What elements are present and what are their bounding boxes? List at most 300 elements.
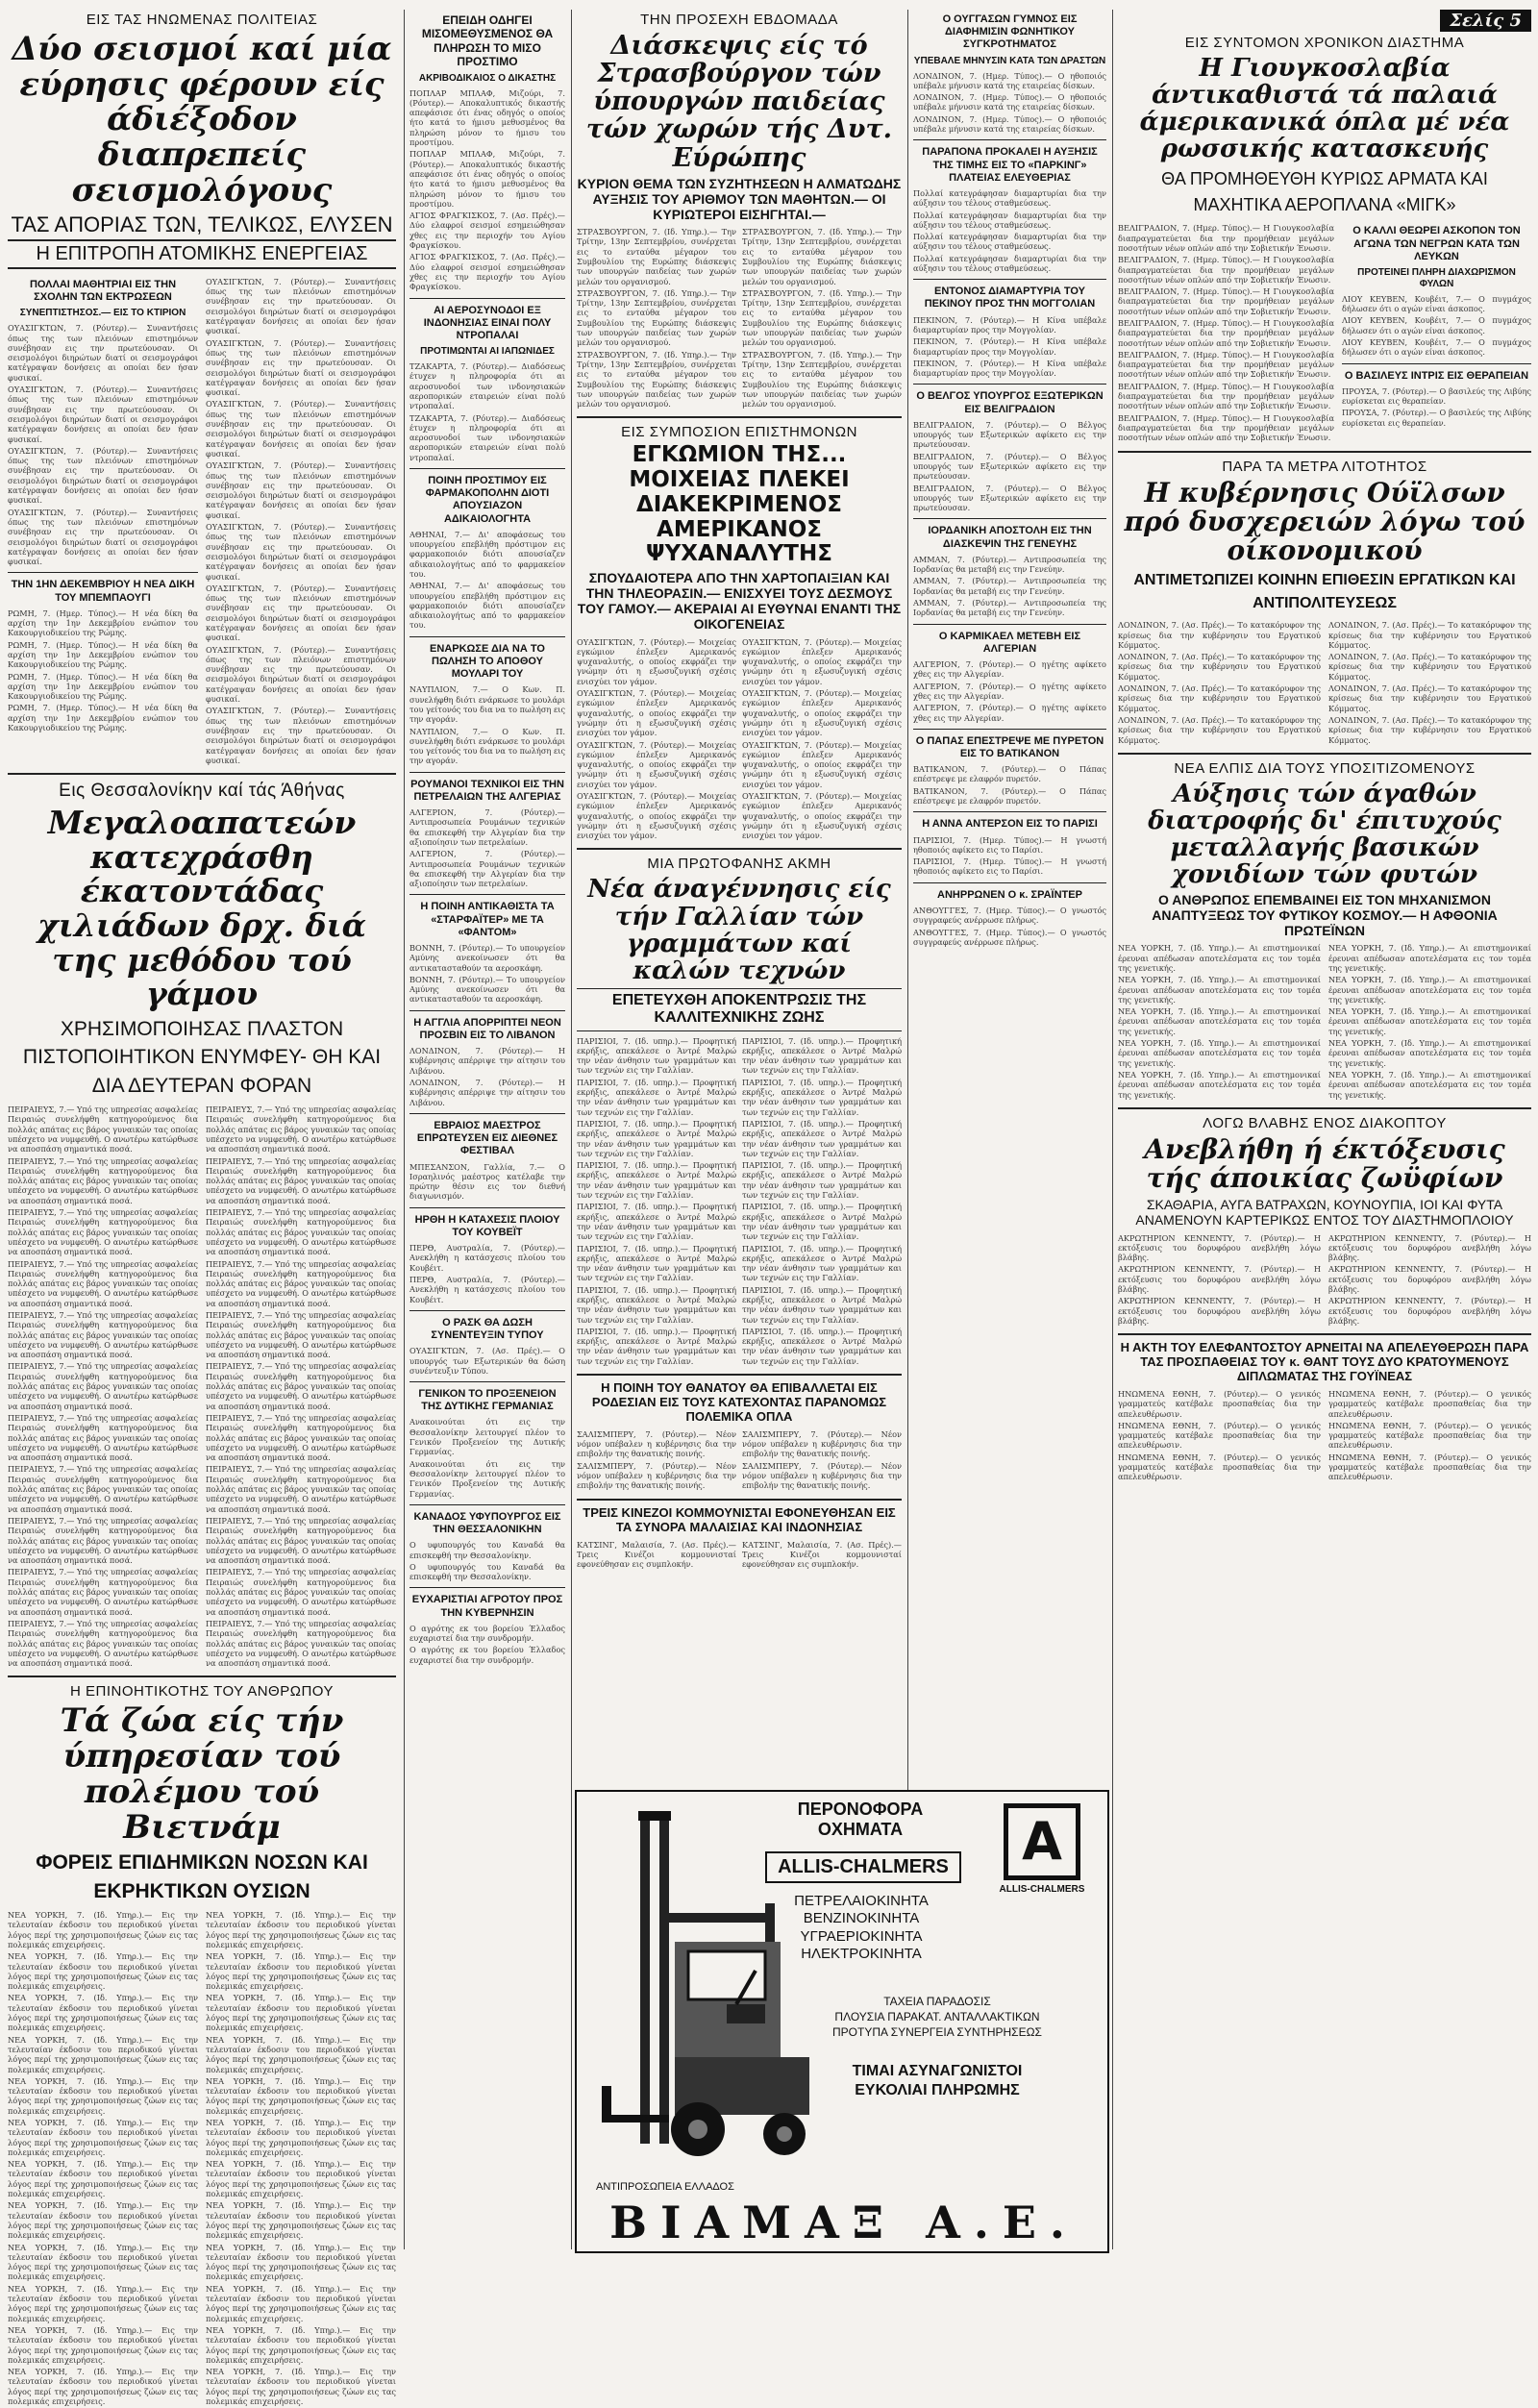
headline-strasbourg: Διάσκεψις είς τό Στρασβούργον τών ύπουργών παιδείας τών χωρών τής Δυτ. Εύρώπης (585, 31, 893, 173)
article-text: ΟΥΑΣΙΓΚΤΩΝ, 7. (Ρόυτερ).— Συναντήσεις όπως της των πλειόνων επιστημόνων συνέβησαν εις την πρωτεύουσαν. Οι σεισμολόγοι διηρώτων διατί οι σεισμογράφοι κατέγραψαν δονήσεις αι οποίαι δεν ήσαν φυσικαί. (206, 460, 396, 520)
small-subhead: ΠΡΟΤΙΜΩΝΤΑΙ ΑΙ ΙΑΠΩΝΙΔΕΣ (420, 346, 555, 358)
kicker: ΠΑΡΑ ΤΑ ΜΕΤΡΑ ΛΙΤΟΤΗΤΟΣ (1222, 458, 1427, 475)
article-text: ΟΥΑΣΙΓΚΤΩΝ, 7. (Ρόυτερ).— Συναντήσεις όπως της των πλειόνων επιστημόνων συνέβησαν εις την πρωτεύουσαν. Οι σεισμολόγοι διηρώτων διατί οι σεισμογράφοι κατέγραψαν δονήσεις αι οποίαι δεν ήσαν φυσικαί. (8, 323, 198, 383)
article-column (206, 275, 396, 767)
article-text: ΝΕΑ ΥΟΡΚΗ, 7. (Ιδ. Υπηρ.).— Εις την τελευταίαν έκδοσιν του περιοδικού γίνεται λόγος περί της χρησιμοποιήσεως ζώων εις τας πολεμικάς επιχειρήσεις. (206, 2117, 396, 2157)
article-column (742, 1034, 902, 1369)
small-headline: ΠΑΡΑΠΟΝΑ ΠΡΟΚΑΛΕΙ Η ΑΥΞΗΣΙΣ ΤΗΣ ΤΙΜΗΣ ΕΙΣ ΤΟ «ΠΑΡΚΙΝΓ» ΠΛΑΤΕΙΑΣ ΕΛΕΥΘΕΡΙΑΣ (922, 146, 1098, 184)
article-text: ΠΕΙΡΑΙΕΥΣ, 7.— Υπό της υπηρεσίας ασφαλείας Πειραιώς συνελήφθη κατηγορούμενος δια πολλάς απάτας εις βάρος γυναικών τας οποίας υπέσχετο να νυμφευθή. Ο ανωτέρω κατώρθωσε να αποσπάση σημαντικά ποσά. (8, 1464, 198, 1514)
article-text: ΑΛΓΕΡΙΟΝ, 7. (Ρόυτερ).— Ο ηγέτης αφίκετο χθες εις την Αλγερίαν. (913, 681, 1106, 701)
article-text: ΟΥΑΣΙΓΚΤΩΝ, 7. (Ρόυτερ).— Μοιχείας εγκώμιον έπλεξεν Αμερικανός ψυχαναλυτής, ο οποίος εκφράζει την γνώμην ότι η εξωσυζυγική σχέσις ενισχύει τον γάμον. (577, 688, 736, 738)
article-text: Πολλαί κατεγράφησαν διαμαρτυρίαι δια την αύξησιν του τέλους σταθμεύσεως. (913, 253, 1106, 273)
page-number-badge: Σελίς 5 (1440, 10, 1531, 32)
article-text: ΝΕΑ ΥΟΡΚΗ, 7. (Ιδ. Υπηρ.).— Εις την τελευταίαν έκδοσιν του περιοδικού γίνεται λόγος περί της χρησιμοποιήσεως ζώων εις τας πολεμικάς επιχειρήσεις. (8, 2159, 198, 2199)
article-text: Ο υφυπουργός του Καναδά θα επισκεφθή την Θεσσαλονίκην. (409, 1540, 565, 1560)
article-text: ΠΕΙΡΑΙΕΥΣ, 7.— Υπό της υπηρεσίας ασφαλείας Πειραιώς συνελήφθη κατηγορούμενος δια πολλάς απάτας εις βάρος γυναικών τας οποίας υπέσχετο να νυμφευθή. Ο ανωτέρω κατώρθωσε να αποσπάση σημαντικά ποσά. (8, 1412, 198, 1463)
small-headline: ΓΕΝΙΚΟΝ ΤΟ ΠΡΟΞΕΝΕΙΟΝ ΤΗΣ ΔΥΤΙΚΗΣ ΓΕΡΜΑΝΙΑΣ (418, 1388, 557, 1413)
article-text: ΝΕΑ ΥΟΡΚΗ, 7. (Ιδ. Υπηρ.).— Εις την τελευταίαν έκδοσιν του περιοδικού γίνεται λόγος περί της χρησιμοποιήσεως ζώων εις τας πολεμικάς επιχειρήσεις. (206, 2200, 396, 2241)
small-headline: ΠΟΛΛΑΙ ΜΑΘΗΤΡΙΑΙ ΕΙΣ ΤΗΝ ΣΧΟΛΗΝ ΤΩΝ ΕΚΤΡΩΣΕΩΝ (29, 278, 177, 304)
ad-type: ΗΛΕΚΤΡΟΚΙΝΗΤΑ (801, 1945, 922, 1962)
article-text: ΣΤΡΑΣΒΟΥΡΓΟΝ, 7. (Ιδ. Υπηρ.).— Την Τρίτην, 13ην Σεπτεμβρίου, συνέρχεται εις το ενταύθα μέγαρον του Συμβουλίου της Ευρώπης διάσκεψις των υπουργών παιδείας των χωρών μελών του οργανισμού. (577, 287, 736, 348)
column-rule (404, 10, 405, 2249)
article-text: ΡΩΜΗ, 7. (Ημερ. Τύπος).— Η νέα δίκη θα αρχίση την 1ην Δεκεμβρίου ενώπιον του Κακουργιοδικείου της Ρώμης. (8, 639, 198, 670)
column-2 (409, 10, 565, 1667)
article-text: ΝΕΑ ΥΟΡΚΗ, 7. (Ιδ. Υπηρ.).— Εις την τελευταίαν έκδοσιν του περιοδικού γίνεται λόγος περί της χρησιμοποιήσεως ζώων εις τας πολεμικάς επιχειρήσεις. (8, 2034, 198, 2074)
article-text: ΝΕΑ ΥΟΡΚΗ, 7. (Ιδ. Υπηρ.).— Αι επιστημονικαί έρευναι απέδωσαν αποτελέσματα εις τον τομέα της γενετικής. (1328, 943, 1531, 973)
article-column (1118, 221, 1334, 444)
article-text: ΛΟΝΔΙΝΟΝ, 7. (Ρόυτερ).— Η κυβέρνησις απέρριψε την αίτησιν του Λιβάνου. (409, 1046, 565, 1076)
allis-chalmers-logo (984, 1803, 1100, 1895)
article-text: ΒΕΛΙΓΡΑΔΙΟΝ, 7. (Ρόυτερ).— Ο Βέλγος υπουργός των Εξωτερικών αφίκετο εις την πρωτεύουσαν. (913, 451, 1106, 482)
subhead: Η ΑΚΤΗ ΤΟΥ ΕΛΕΦΑΝΤΟΣΤΟΥ ΑΡΝΕΙΤΑΙ ΝΑ ΑΠΕΛΕΥΘΕΡΩΣΗ ΠΑΡΑ ΤΑΣ ΠΡΟΣΠΑΘΕΙΑΣ ΤΟΥ κ. ΘΑΝΤ ΤΟΥΣ ΔΥΟ ΚΡΑΤΟΥΜΕΝΟΥΣ ΔΙΠΛΩΜΑΤΑΣ ΤΗΣ ΓΟΥΪΝΕΑΣ (1120, 1340, 1529, 1384)
article-text: ΒΟΝΝΗ, 7. (Ρόυτερ).— Το υπουργείον Αμύνης ανεκοίνωσεν ότι θα αντικατασταθούν τα αεροσκάφη. (409, 943, 565, 973)
article-text: ΗΝΩΜΕΝΑ ΕΘΝΗ, 7. (Ρόυτερ).— Ο γενικός γραμματεύς κατέβαλε προσπαθείας δια την απελευθέρωσιν. (1328, 1420, 1531, 1451)
article-text: ΒΟΝΝΗ, 7. (Ρόυτερ).— Το υπουργείον Αμύνης ανεκοίνωσεν ότι θα αντικατασταθούν τα αεροσκάφη. (409, 974, 565, 1005)
article-text: ΠΕΙΡΑΙΕΥΣ, 7.— Υπό της υπηρεσίας ασφαλείας Πειραιώς συνελήφθη κατηγορούμενος δια πολλάς απάτας εις βάρος γυναικών τας οποίας υπέσχετο να νυμφευθή. Ο ανωτέρω κατώρθωσε να αποσπάση σημαντικά ποσά. (206, 1464, 396, 1514)
two-column-block (1118, 1231, 1531, 1328)
article-text: ΝΕΑ ΥΟΡΚΗ, 7. (Ιδ. Υπηρ.).— Αι επιστημονικαί έρευναι απέδωσαν αποτελέσματα εις τον τομέα της γενετικής. (1118, 943, 1321, 973)
article-text: ΣΤΡΑΣΒΟΥΡΓΟΝ, 7. (Ιδ. Υπηρ.).— Την Τρίτην, 13ην Σεπτεμβρίου, συνέρχεται εις το ενταύθα μέγαρον του Συμβουλίου της Ευρώπης διάσκεψις των υπουργών παιδείας των χωρών μελών του οργανισμού. (577, 349, 736, 410)
two-column-block (1118, 941, 1531, 1101)
article-text: ΠΕΙΡΑΙΕΥΣ, 7.— Υπό της υπηρεσίας ασφαλείας Πειραιώς συνελήφθη κατηγορούμενος δια πολλάς απάτας εις βάρος γυναικών τας οποίας υπέσχετο να νυμφευθή. Ο ανωτέρω κατώρθωσε να αποσπάση σημαντικά ποσά. (8, 1258, 198, 1308)
article-text: ΣΑΛΙΣΜΠΕΡΥ, 7. (Ρόυτερ).— Νέον νόμον υπέβαλεν η κυβέρνησις δια την επιβολήν της θανατικής ποινής. (742, 1460, 902, 1491)
small-headline: ΕΠΕΙΔΗ ΟΔΗΓΕΙ ΜΙΣΟΜΕΘΥΣΜΕΝΟΣ ΘΑ ΠΛΗΡΩΣΗ ΤΟ ΜΙΣΟ ΠΡΟΣΤΙΜΟ (421, 13, 554, 69)
article-text: ΡΩΜΗ, 7. (Ημερ. Τύπος).— Η νέα δίκη θα αρχίση την 1ην Δεκεμβρίου ενώπιον του Κακουργιοδικείου της Ρώμης. (8, 671, 198, 702)
article-text: Ο αγρότης εκ του βορείου Έλλαδος ευχαριστεί δια την συνδρομήν. (409, 1623, 565, 1644)
article-text: ΠΕΡΘ, Αυστραλία, 7. (Ρόυτερ).— Ανεκλήθη η κατάσχεσις πλοίου του Κουβέιτ. (409, 1243, 565, 1273)
subhead: ΤΑΣ ΑΠΟΡΙΑΣ ΤΩΝ, ΤΕΛΙΚΩΣ, ΕΛΥΣΕΝ (11, 211, 393, 236)
article-text: ΠΕΙΡΑΙΕΥΣ, 7.— Υπό της υπηρεσίας ασφαλείας Πειραιώς συνελήφθη κατηγορούμενος δια πολλάς απάτας εις βάρος γυναικών τας οποίας υπέσχετο να νυμφευθή. Ο ανωτέρω κατώρθωσε να αποσπάση σημαντικά ποσά. (8, 1310, 198, 1360)
article-text: Ανακοινούται ότι εις την Θεσσαλονίκην λειτουργεί πλέον το Γενικόν Προξενείον της Δυτικής Γερμανίας. (409, 1417, 565, 1457)
small-headline: ΕΥΧΑΡΙΣΤΙΑΙ ΑΓΡΟΤΟΥ ΠΡΟΣ ΤΗΝ ΚΥΒΕΡΝΗΣΙΝ (411, 1594, 563, 1619)
article-text: ΗΝΩΜΕΝΑ ΕΘΝΗ, 7. (Ρόυτερ).— Ο γενικός γραμματεύς κατέβαλε προσπαθείας δια την απελευθέρωσιν. (1118, 1389, 1321, 1419)
article-text: ΛΟΝΔΙΝΟΝ, 7. (Ασ. Πρές).— Το κατακόρυφον της κρίσεως δια την κυβέρνησιν του Εργατικού Κόμματος. (1118, 620, 1321, 650)
article-text: ΠΑΡΙΣΙΟΙ, 7. (Ιδ. υπηρ.).— Προφητική εκρήξις, απεκάλεσε ο Άντρέ Μαλρώ την νέαν άνθησιν των γραμμάτων και των τεχνών εις την Γαλλίαν. (742, 1118, 902, 1158)
subhead: ΑΝΤΙΜΕΤΩΠΙΖΕΙ ΚΟΙΝΗΝ ΕΠΙΘΕΣΙΝ ΕΡΓΑΤΙΚΩΝ ΚΑΙ ΑΝΤΙΠΟΛΙΤΕΥΣΕΩΣ (1133, 572, 1516, 612)
article-text: ΠΡΟΥΣΑ, 7. (Ρόυτερ).— Ο βασιλεύς της Λιβύης ευρίσκεται εις θεραπείαν. (1342, 385, 1531, 407)
article-text: ΑΛΓΕΡΙΟΝ, 7. (Ρόυτερ).— Αντιπροσωπεία Ρουμάνων τεχνικών θα επισκεφθή την Αλγερίαν δια την αξιοποίησιν των πετρελαίων. (409, 849, 565, 889)
small-headline: Ο ΚΑΡΜΙΚΑΕΛ ΜΕΤΕΒΗ ΕΙΣ ΑΛΓΕΡΙΑΝ (938, 630, 1081, 655)
article-text: ΒΕΛΙΓΡΑΔΙΟΝ, 7. (Ημερ. Τύπος).— Η Γιουγκοσλαβία διαπραγματεύεται δια την προμήθειαν μεγάλων ποσοτήτων νέων οπλών από την Σοβιετικήν Ένωσιν. (1118, 255, 1334, 285)
article-text: ΠΕΙΡΑΙΕΥΣ, 7.— Υπό της υπηρεσίας ασφαλείας Πειραιώς συνελήφθη κατηγορούμενος δια πολλάς απάτας εις βάρος γυναικών τας οποίας υπέσχετο να νυμφευθή. Ο ανωτέρω κατώρθωσε να αποσπάση σημαντικά ποσά. (206, 1105, 396, 1154)
small-headline: ΑΙ ΑΕΡΟΣΥΝΟΔΟΙ ΕΞ ΙΝΔΟΝΗΣΙΑΣ ΕΙΝΑΙ ΠΟΛΥ ΝΤΡΟΠΑΛΑΙ (423, 304, 552, 341)
article-text: ΟΥΑΣΙΓΚΤΩΝ, 7. (Ασ. Πρές).— Ο υπουργός των Εξωτερικών θα δώση συνέντευξιν Τύπου. (409, 1346, 565, 1376)
subhead: ΣΚΑΘΑΡΙΑ, ΑΥΓΑ ΒΑΤΡΑΧΩΝ, ΚΟΥΝΟΥΠΙΑ, ΙΟΙ ΚΑΙ ΦΥΤΑ ΑΝΑΜΕΝΟΥΝ ΚΑΡΤΕΡΙΚΩΣ ΕΝΤΟΣ ΤΟΥ ΔΙΑΣΤΗΜΟΠΛΟΙΟΥ (1135, 1197, 1514, 1229)
article-text: ΝΕΑ ΥΟΡΚΗ, 7. (Ιδ. Υπηρ.).— Αι επιστημονικαί έρευναι απέδωσαν αποτελέσματα εις τον τομέα της γενετικής. (1328, 1069, 1531, 1100)
small-headline: Ο ΠΑΠΑΣ ΕΠΕΣΤΡΕΨΕ ΜΕ ΠΥΡΕΤΟΝ ΕΙΣ ΤΟ ΒΑΤΙΚΑΝΟΝ (915, 734, 1104, 759)
article-text: ΠΑΡΙΣΙΟΙ, 7. (Ιδ. υπηρ.).— Προφητική εκρήξις, απεκάλεσε ο Άντρέ Μαλρώ την νέαν άνθησιν των γραμμάτων και των τεχνών εις την Γαλλίαν. (577, 1160, 736, 1201)
article-text: ΟΥΑΣΙΓΚΤΩΝ, 7. (Ρόυτερ).— Μοιχείας εγκώμιον έπλεξεν Αμερικανός ψυχαναλυτής, ο οποίος εκφράζει την γνώμην ότι η εξωσυζυγική σχέσις ενισχύει τον γάμον. (577, 790, 736, 841)
ad-line: ΟΧΗΜΑΤΑ (817, 1819, 904, 1839)
article-text: ΠΕΚΙΝΟΝ, 7. (Ρόυτερ).— Η Κίνα υπέβαλε διαμαρτυρίαν προς την Μογγολίαν. (913, 314, 1106, 335)
article-text: ΝΕΑ ΥΟΡΚΗ, 7. (Ιδ. Υπηρ.).— Εις την τελευταίαν έκδοσιν του περιοδικού γίνεται λόγος περί της χρησιμοποιήσεως ζώων εις τας πολεμικάς επιχειρήσεις. (206, 2159, 396, 2199)
article-text: ΒΕΛΙΓΡΑΔΙΟΝ, 7. (Ημερ. Τύπος).— Η Γιουγκοσλαβία διαπραγματεύεται δια την προμήθειαν μεγάλων ποσοτήτων νέων οπλών από την Σοβιετικήν Ένωσιν. (1118, 381, 1334, 411)
article-text: ΟΥΑΣΙΓΚΤΩΝ, 7. (Ρόυτερ).— Συναντήσεις όπως της των πλειόνων επιστημόνων συνέβησαν εις την πρωτεύουσαν. Οι σεισμολόγοι διηρώτων διατί οι σεισμογράφοι κατέγραψαν δονήσεις αι οποίαι δεν ήσαν φυσικαί. (8, 507, 198, 567)
article-column (577, 1427, 736, 1493)
article-text: ΟΥΑΣΙΓΚΤΩΝ, 7. (Ρόυτερ).— Μοιχείας εγκώμιον έπλεξεν Αμερικανός ψυχαναλυτής, ο οποίος εκφράζει την γνώμην ότι η εξωσυζυγική σχέσις ενισχύει τον γάμον. (577, 636, 736, 686)
article-text: ΛΟΝΔΙΝΟΝ, 7. (Ημερ. Τύπος).— Ο ηθοποιός υπέβαλε μήνυσιν κατά της εταιρείας δίσκων. (913, 70, 1106, 90)
article-text: ΣΤΡΑΣΒΟΥΡΓΟΝ, 7. (Ιδ. Υπηρ.).— Την Τρίτην, 13ην Σεπτεμβρίου, συνέρχεται εις το ενταύθα μέγαρον του Συμβουλίου της Ευρώπης διάσκεψις των υπουργών παιδείας των χωρών μελών του οργανισμού. (742, 349, 902, 410)
article-text: ΛΙΟΥ ΚΕΥΒΕΝ, Κουβέιτ, 7.— Ο πυγμάχος δήλωσεν ότι ο αγών είναι άσκοπος. (1342, 337, 1531, 358)
article-text: ΛΟΝΔΙΝΟΝ, 7. (Ασ. Πρές).— Το κατακόρυφον της κρίσεως δια την κυβέρνησιν του Εργατικού Κόμματος. (1118, 652, 1321, 682)
article-text: Πολλαί κατεγράφησαν διαμαρτυρίαι δια την αύξησιν του τέλους σταθμεύσεως. (913, 210, 1106, 230)
ad-representative: ΑΝΤΙΠΡΟΣΩΠΕΙΑ ΕΛΛΑΔΟΣ (596, 2181, 734, 2193)
article-text: ΝΕΑ ΥΟΡΚΗ, 7. (Ιδ. Υπηρ.).— Εις την τελευταίαν έκδοσιν του περιοδικού γίνεται λόγος περί της χρησιμοποιήσεως ζώων εις τας πολεμικάς επιχειρήσεις. (8, 2242, 198, 2282)
article-text: ΟΥΑΣΙΓΚΤΩΝ, 7. (Ρόυτερ).— Μοιχείας εγκώμιον έπλεξεν Αμερικανός ψυχαναλυτής, ο οποίος εκφράζει την γνώμην ότι η εξωσυζυγική σχέσις ενισχύει τον γάμον. (742, 790, 902, 841)
two-column-block (577, 225, 902, 410)
article-column (1118, 1387, 1321, 1484)
ad-company: ΒΙΑΜΑΞ Α.Ε. (609, 2197, 1079, 2248)
headline-animals: Τά ζώα είς τήν ύπηρεσίαν τού πολέμου τού Βιετνάμ (60, 1701, 344, 1847)
small-headline: Ο ΟΥΓΓΑΣΩΝ ΓΥΜΝΟΣ ΕΙΣ ΔΙΑΦΗΜΙΣΙΝ ΦΩΝΗΤΙΚΟΥ ΣΥΓΚΡΟΤΗΜΑΤΟΣ (942, 13, 1078, 51)
ad-info (769, 1994, 1105, 2041)
kicker: ΝΕΑ ΕΛΠΙΣ ΔΙΑ ΤΟΥΣ ΥΠΟΣΙΤΙΖΟΜΕΝΟΥΣ (1174, 759, 1476, 777)
article-text: ΟΥΑΣΙΓΚΤΩΝ, 7. (Ρόυτερ).— Μοιχείας εγκώμιον έπλεξεν Αμερικανός ψυχαναλυτής, ο οποίος εκφράζει την γνώμην ότι η εξωσυζυγική σχέσις ενισχύει τον γάμον. (742, 739, 902, 789)
ad-brand-box: ALLIS-CHALMERS (765, 1851, 961, 1883)
article-column (8, 1103, 198, 1670)
article-text: ΝΕΑ ΥΟΡΚΗ, 7. (Ιδ. Υπηρ.).— Εις την τελευταίαν έκδοσιν του περιοδικού γίνεται λόγος περί της χρησιμοποιήσεως ζώων εις τας πολεμικάς επιχειρήσεις. (8, 2117, 198, 2157)
article-text: ΒΕΛΙΓΡΑΔΙΟΝ, 7. (Ρόυτερ).— Ο Βέλγος υπουργός των Εξωτερικών αφίκετο εις την πρωτεύουσαν. (913, 483, 1106, 513)
article-text: ΣΑΛΙΣΜΠΕΡΥ, 7. (Ρόυτερ).— Νέον νόμον υπέβαλεν η κυβέρνησις δια την επιβολήν της θανατικής ποινής. (577, 1460, 736, 1491)
article-text: ΝΕΑ ΥΟΡΚΗ, 7. (Ιδ. Υπηρ.).— Εις την τελευταίαν έκδοσιν του περιοδικού γίνεται λόγος περί της χρησιμοποιήσεως ζώων εις τας πολεμικάς επιχειρήσεις. (206, 1910, 396, 1949)
article-text: ΛΟΝΔΙΝΟΝ, 7. (Ημερ. Τύπος).— Ο ηθοποιός υπέβαλε μήνυσιν κατά της εταιρείας δίσκων. (913, 113, 1106, 135)
column-5 (1118, 10, 1531, 1484)
article-text: ΟΥΑΣΙΓΚΤΩΝ, 7. (Ρόυτερ).— Συναντήσεις όπως της των πλειόνων επιστημόνων συνέβησαν εις την πρωτεύουσαν. Οι σεισμολόγοι διηρώτων διατί οι σεισμογράφοι κατέγραψαν δονήσεις αι οποίαι δεν ήσαν φυσικαί. (206, 399, 396, 459)
headline-france: Νέα άναγέννησις είς τήν Γαλλίαν τών γραμμάτων καί καλών τεχνών (587, 875, 891, 985)
article-text: ΚΑΤΣΙΝΓ, Μαλαισία, 7. (Ασ. Πρές).— Τρεις Κινέζοι κομμουνισταί εφονεύθησαν εις συμπλοκήν. (577, 1539, 736, 1570)
article-column (577, 1538, 736, 1572)
small-headline: ΡΟΥΜΑΝΟΙ ΤΕΧΝΙΚΟΙ ΕΙΣ ΤΗΝ ΠΕΤΡΕΛΑΙΩΝ ΤΗΣ ΑΛΓΕΡΙΑΣ (410, 778, 564, 803)
article-column (206, 1103, 396, 1670)
article-text: ΠΑΡΙΣΙΟΙ, 7. (Ιδ. υπηρ.).— Προφητική εκρήξις, απεκάλεσε ο Άντρέ Μαλρώ την νέαν άνθησιν των γραμμάτων και των τεχνών εις την Γαλλίαν. (577, 1202, 736, 1242)
two-column-block (8, 275, 396, 767)
article-text: ΒΕΛΙΓΡΑΔΙΟΝ, 7. (Ρόυτερ).— Ο Βέλγος υπουργός των Εξωτερικών αφίκετο εις την πρωτεύουσαν. (913, 419, 1106, 450)
article-text: ΝΕΑ ΥΟΡΚΗ, 7. (Ιδ. Υπηρ.).— Αι επιστημονικαί έρευναι απέδωσαν αποτελέσματα εις τον τομέα της γενετικής. (1118, 1006, 1321, 1036)
kicker: Εις Θεσσαλονίκην καί τάς Άθήνας (59, 781, 345, 802)
article-text: ΠΟΠΛΑΡ ΜΠΛΑΦ, Μιζούρι, 7. (Ρόυτερ).— Αποκαλυπτικός δικαστής απεφάσισε ότι ένας οδηγός ο οποίος ήτο κατά το ήμισυ μεθυσμένος θα πληρώση μόνον το ήμισυ του προστίμου. (409, 149, 565, 209)
article-text: ΛΟΝΔΙΝΟΝ, 7. (Ασ. Πρές).— Το κατακόρυφον της κρίσεως δια την κυβέρνησιν του Εργατικού Κόμματος. (1328, 652, 1531, 682)
article-text: ΠΑΡΙΣΙΟΙ, 7. (Ιδ. υπηρ.).— Προφητική εκρήξις, απεκάλεσε ο Άντρέ Μαλρώ την νέαν άνθησιν των γραμμάτων και των τεχνών εις την Γαλλίαν. (742, 1035, 902, 1076)
article-text: ΤΖΑΚΑΡΤΑ, 7. (Ρόυτερ).— Διαδόσεως έτυχεν η πληροφορία ότι αι αεροσυνοδοί των ινδονησιακών αεροπορικών εταιρειών είναι πολύ ντροπαλαί. (409, 412, 565, 462)
headline-insects: Ανεβλήθη ή έκτόξευσις τής άποικίας ζωϋφίων (1144, 1132, 1505, 1195)
article-text: ΠΕΚΙΝΟΝ, 7. (Ρόυτερ).— Η Κίνα υπέβαλε διαμαρτυρίαν προς την Μογγολίαν. (913, 358, 1106, 379)
headline-food: Αύξησις τών άγαθών διατροφής δι' έπιτυχούς μεταλλαγής βασικών χονιδίων τών φυτών (1148, 779, 1501, 890)
article-text: ΑΘΗΝΑΙ, 7.— Δι' αποφάσεως του υπουργείου επεβλήθη πρόστιμον εις φαρμακοποιόν διότι απουσίαζεν αδικαιολογήτως από το φαρμακείον του. (409, 581, 565, 631)
article-column (742, 225, 902, 410)
article-text: ΝΕΑ ΥΟΡΚΗ, 7. (Ιδ. Υπηρ.).— Αι επιστημονικαί έρευναι απέδωσαν αποτελέσματα εις τον τομέα της γενετικής. (1328, 1006, 1531, 1036)
article-column (1328, 1231, 1531, 1328)
article-text: ΠΑΡΙΣΙΟΙ, 7. (Ιδ. υπηρ.).— Προφητική εκρήξις, απεκάλεσε ο Άντρέ Μαλρώ την νέαν άνθησιν των γραμμάτων και των τεχνών εις την Γαλλίαν. (742, 1284, 902, 1325)
headline-fraud: Μεγαλοαπατεών κατεχράσθη έκατοντάδας χιλιάδων δρχ. διά της μεθόδου τού γάμου (37, 804, 366, 1013)
ad-info-line: ΠΡΟΤΥΠΑ ΣΥΝΕΡΓΕΙΑ ΣΥΝΤΗΡΗΣΕΩΣ (832, 2024, 1042, 2039)
two-column-block (577, 1538, 902, 1572)
article-text: ΝΕΑ ΥΟΡΚΗ, 7. (Ιδ. Υπηρ.).— Εις την τελευταίαν έκδοσιν του περιοδικού γίνεται λόγος περί της χρησιμοποιήσεως ζώων εις τας πολεμικάς επιχειρήσεις. (206, 2242, 396, 2282)
article-text: ΚΑΤΣΙΝΓ, Μαλαισία, 7. (Ασ. Πρές).— Τρεις Κινέζοι κομμουνισταί εφονεύθησαν εις συμπλοκήν. (742, 1539, 902, 1570)
small-subhead: ΥΠΕΒΑΛΕ ΜΗΝΥΣΙΝ ΚΑΤΑ ΤΩΝ ΔΡΑΣΤΩΝ (913, 55, 1106, 66)
headline-earthquakes: Δύο σεισμοί καί μία εύρησις φέρουν είς άδιέξοδον διαπρεπείς σεισμολόγους (12, 30, 392, 210)
article-text: ΠΑΡΙΣΙΟΙ, 7. (Ιδ. υπηρ.).— Προφητική εκρήξις, απεκάλεσε ο Άντρέ Μαλρώ την νέαν άνθησιν των γραμμάτων και των τεχνών εις την Γαλλίαν. (577, 1326, 736, 1366)
article-text: ΠΕΙΡΑΙΕΥΣ, 7.— Υπό της υπηρεσίας ασφαλείας Πειραιώς συνελήφθη κατηγορούμενος δια πολλάς απάτας εις βάρος γυναικών τας οποίας υπέσχετο να νυμφευθή. Ο ανωτέρω κατώρθωσε να αποσπάση σημαντικά ποσά. (206, 1155, 396, 1205)
article-column (742, 1427, 902, 1493)
article-column (577, 635, 736, 843)
article-text: ΠΕΙΡΑΙΕΥΣ, 7.— Υπό της υπηρεσίας ασφαλείας Πειραιώς συνελήφθη κατηγορούμενος δια πολλάς απάτας εις βάρος γυναικών τας οποίας υπέσχετο να νυμφευθή. Ο ανωτέρω κατώρθωσε να αποσπάση σημαντικά ποσά. (206, 1207, 396, 1257)
article-text: ΟΥΑΣΙΓΚΤΩΝ, 7. (Ρόυτερ).— Συναντήσεις όπως της των πλειόνων επιστημόνων συνέβησαν εις την πρωτεύουσαν. Οι σεισμολόγοι διηρώτων διατί οι σεισμογράφοι κατέγραψαν δονήσεις αι οποίαι δεν ήσαν φυσικαί. (8, 445, 198, 506)
ad-line: ΠΕΡΟΝΟΦΟΡΑ (797, 1800, 924, 1819)
article-column (742, 1538, 902, 1572)
subhead: Η ΠΟΙΝΗ ΤΟΥ ΘΑΝΑΤΟΥ ΘΑ ΕΠΙΒΑΛΛΕΤΑΙ ΕΙΣ ΡΟΔΕΣΙΑΝ ΕΙΣ ΤΟΥΣ ΚΑΤΕΧΟΝΤΑΣ ΠΑΡΑΝΟΜΩΣ ΠΟΛΕΜΙΚΑ ΟΠΛΑ (591, 1380, 887, 1424)
article-text: ΝΕΑ ΥΟΡΚΗ, 7. (Ιδ. Υπηρ.).— Εις την τελευταίαν έκδοσιν του περιοδικού γίνεται λόγος περί της χρησιμοποιήσεως ζώων εις τας πολεμικάς επιχειρήσεις. (8, 2200, 198, 2241)
small-headline: Ο ΒΑΣΙΛΕΥΣ ΙΝΤΡΙΣ ΕΙΣ ΘΕΡΑΠΕΙΑΝ (1344, 369, 1529, 382)
small-headline: ΤΗΝ 1ΗΝ ΔΕΚΕΜΒΡΙΟΥ Η ΝΕΑ ΔΙΚΗ ΤΟΥ ΜΠΕΜΠΑΟΥΓΙ (11, 579, 195, 604)
article-text: ΟΥΑΣΙΓΚΤΩΝ, 7. (Ρόυτερ).— Συναντήσεις όπως της των πλειόνων επιστημόνων συνέβησαν εις την πρωτεύουσαν. Οι σεισμολόγοι διηρώτων διατί οι σεισμογράφοι κατέγραψαν δονήσεις αι οποίαι δεν ήσαν φυσικαί. (206, 337, 396, 398)
article-text: ΟΥΑΣΙΓΚΤΩΝ, 7. (Ρόυτερ).— Μοιχείας εγκώμιον έπλεξεν Αμερικανός ψυχαναλυτής, ο οποίος εκφράζει την γνώμην ότι η εξωσυζυγική σχέσις ενισχύει τον γάμον. (742, 636, 902, 686)
article-text: ΝΕΑ ΥΟΡΚΗ, 7. (Ιδ. Υπηρ.).— Εις την τελευταίαν έκδοσιν του περιοδικού γίνεται λόγος περί της χρησιμοποιήσεως ζώων εις τας πολεμικάς επιχειρήσεις. (206, 1951, 396, 1992)
two-column-block (8, 1103, 396, 1670)
article-text: ΟΥΑΣΙΓΚΤΩΝ, 7. (Ρόυτερ).— Συναντήσεις όπως της των πλειόνων επιστημόνων συνέβησαν εις την πρωτεύουσαν. Οι σεισμολόγοι διηρώτων διατί οι σεισμογράφοι κατέγραψαν δονήσεις αι οποίαι δεν ήσαν φυσικαί. (206, 644, 396, 705)
article-text: ΠΑΡΙΣΙΟΙ, 7. (Ιδ. υπηρ.).— Προφητική εκρήξις, απεκάλεσε ο Άντρέ Μαλρώ την νέαν άνθησιν των γραμμάτων και των τεχνών εις την Γαλλίαν. (577, 1243, 736, 1283)
advertisement-box (575, 1790, 1109, 2253)
article-text: ΠΕΙΡΑΙΕΥΣ, 7.— Υπό της υπηρεσίας ασφαλείας Πειραιώς συνελήφθη κατηγορούμενος δια πολλάς απάτας εις βάρος γυναικών τας οποίας υπέσχετο να νυμφευθή. Ο ανωτέρω κατώρθωσε να αποσπάση σημαντικά ποσά. (8, 1567, 198, 1617)
ad-price-line: ΤΙΜΑΙ ΑΣΥΝΑΓΩΝΙΣΤΟΙ (852, 2063, 1023, 2079)
article-text: ΛΟΝΔΙΝΟΝ, 7. (Ασ. Πρές).— Το κατακόρυφον της κρίσεως δια την κυβέρνησιν του Εργατικού Κόμματος. (1118, 683, 1321, 713)
kicker: ΜΙΑ ΠΡΩΤΟΦΑΝΗΣ ΑΚΜΗ (647, 856, 831, 873)
small-headline: ΠΟΙΝΗ ΠΡΟΣΤΙΜΟΥ ΕΙΣ ΦΑΡΜΑΚΟΠΟΛΗΝ ΔΙΟΤΙ ΑΠΟΥΣΙΑΖΟΝ ΑΔΙΚΑΙΟΛΟΓΗΤΑ (425, 475, 550, 525)
ad-info-line: ΠΛΟΥΣΙΑ ΠΑΡΑΚΑΤ. ΑΝΤΑΛΛΑΚΤΙΚΩΝ (834, 2009, 1040, 2023)
ad-prices (769, 2061, 1105, 2102)
article-text: ΠΕΙΡΑΙΕΥΣ, 7.— Υπό της υπηρεσίας ασφαλείας Πειραιώς συνελήφθη κατηγορούμενος δια πολλάς απάτας εις βάρος γυναικών τας οποίας υπέσχετο να νυμφευθή. Ο ανωτέρω κατώρθωσε να αποσπάση σημαντικά ποσά. (206, 1258, 396, 1308)
article-text: ΝΕΑ ΥΟΡΚΗ, 7. (Ιδ. Υπηρ.).— Αι επιστημονικαί έρευναι απέδωσαν αποτελέσματα εις τον τομέα της γενετικής. (1118, 1069, 1321, 1100)
two-column-block (1118, 221, 1531, 444)
subhead: ΣΠΟΥΔΑΙΟΤΕΡΑ ΑΠΟ ΤΗΝ ΧΑΡΤΟΠΑΙΞΙΑΝ ΚΑΙ ΤΗΝ ΤΗΛΕΟΡΑΣΙΝ.— ΕΝΙΣΧΥΕΙ ΤΟΥΣ ΔΕΣΜΟΥΣ ΤΟΥ ΓΑΜΟΥ.— ΑΚΕΡΑΙΑΙ ΑΙ ΕΥΘΥΝΑΙ ΕΝΑΝΤΙ ΤΗΣ ΟΙΚΟΓΕΝΕΙΑΣ (577, 570, 902, 633)
article-text: ΡΩΜΗ, 7. (Ημερ. Τύπος).— Η νέα δίκη θα αρχίση την 1ην Δεκεμβρίου ενώπιον του Κακουργιοδικείου της Ρώμης. (8, 703, 198, 733)
small-headline: ΕΝΤΟΝΟΣ ΔΙΑΜΑΡΤΥΡΙΑ ΤΟΥ ΠΕΚΙΝΟΥ ΠΡΟΣ ΤΗΝ ΜΟΓΓΟΛΙΑΝ (924, 285, 1096, 310)
article-text: ΗΝΩΜΕΝΑ ΕΘΝΗ, 7. (Ρόυτερ).— Ο γενικός γραμματεύς κατέβαλε προσπαθείας δια την απελευθέρωσιν. (1328, 1389, 1531, 1419)
article-text: ΝΕΑ ΥΟΡΚΗ, 7. (Ιδ. Υπηρ.).— Αι επιστημονικαί έρευναι απέδωσαν αποτελέσματα εις τον τομέα της γενετικής. (1118, 1038, 1321, 1068)
article-text: Πολλαί κατεγράφησαν διαμαρτυρίαι δια την αύξησιν του τέλους σταθμεύσεως. (913, 187, 1106, 209)
article-text: ΝΑΥΠΛΙΟΝ, 7.— Ο Κων. Π. συνελήφθη διότι ενάρκωσε το μουλάρι του γείτονός του δια να το πωλήση εις την αγοράν. (409, 726, 565, 766)
masthead-row (1118, 10, 1531, 33)
article-text: ΠΑΡΙΣΙΟΙ, 7. (Ιδ. υπηρ.).— Προφητική εκρήξις, απεκάλεσε ο Άντρέ Μαλρώ την νέαν άνθησιν των γραμμάτων και των τεχνών εις την Γαλλίαν. (742, 1077, 902, 1117)
subhead: ΧΡΗΣΙΜΟΠΟΙΗΣΑΣ ΠΛΑΣΤΟΝ ΠΙΣΤΟΠΟΙΗΤΙΚΟΝ ΕΝΥΜΦΕΥ- ΘΗ ΚΑΙ ΔΙΑ ΔΕΥΤΕΡΑΝ ΦΟΡΑΝ (22, 1017, 382, 1097)
article-text: Ο αγρότης εκ του βορείου Έλλαδος ευχαριστεί δια την συνδρομήν. (409, 1645, 565, 1665)
subhead: Ο ΑΝΘΡΩΠΟΣ ΕΠΕΜΒΑΙΝΕΙ ΕΙΣ ΤΟΝ ΜΗΧΑΝΙΣΜΟΝ ΑΝΑΠΤΥΞΕΩΣ ΤΟΥ ΦΥΤΙΚΟΥ ΚΟΣΜΟΥ.— Η ΑΦΘΟΝΙΑ ΠΡΩΤΕΪΝΩΝ (1152, 892, 1498, 939)
article-text: ΛΟΝΔΙΝΟΝ, 7. (Ασ. Πρές).— Το κατακόρυφον της κρίσεως δια την κυβέρνησιν του Εργατικού Κόμματος. (1118, 714, 1321, 745)
article-text: ΠΑΡΙΣΙΟΙ, 7. (Ιδ. υπηρ.).— Προφητική εκρήξις, απεκάλεσε ο Άντρέ Μαλρώ την νέαν άνθησιν των γραμμάτων και των τεχνών εις την Γαλλίαν. (577, 1077, 736, 1117)
logo-label: ALLIS-CHALMERS (999, 1884, 1085, 1895)
article-text: ΠΑΡΙΣΙΟΙ, 7. (Ημερ. Τύπος).— Η γνωστή ηθοποιός αφίκετο εις το Παρίσι. (913, 834, 1106, 855)
article-text: ΝΕΑ ΥΟΡΚΗ, 7. (Ιδ. Υπηρ.).— Εις την τελευταίαν έκδοσιν του περιοδικού γίνεται λόγος περί της χρησιμοποιήσεως ζώων εις τας πολεμικάς επιχειρήσεις. (8, 2075, 198, 2116)
kicker: ΕΙΣ ΤΑΣ ΗΝΩΜΕΝΑΣ ΠΟΛΙΤΕΙΑΣ (86, 12, 318, 28)
article-column (1328, 1387, 1531, 1484)
article-text: ΠΑΡΙΣΙΟΙ, 7. (Ιδ. υπηρ.).— Προφητική εκρήξις, απεκάλεσε ο Άντρέ Μαλρώ την νέαν άνθησιν των γραμμάτων και των τεχνών εις την Γαλλίαν. (742, 1202, 902, 1242)
subhead: Η ΕΠΙΤΡΟΠΗ ΑΤΟΜΙΚΗΣ ΕΝΕΡΓΕΙΑΣ (8, 239, 396, 269)
logo-letter: A (1004, 1803, 1080, 1880)
article-column (8, 275, 198, 767)
article-text: ΝΕΑ ΥΟΡΚΗ, 7. (Ιδ. Υπηρ.).— Εις την τελευταίαν έκδοσιν του περιοδικού γίνεται λόγος περί της χρησιμοποιήσεως ζώων εις τας πολεμικάς επιχειρήσεις. (206, 2283, 396, 2323)
article-text: ΣΤΡΑΣΒΟΥΡΓΟΝ, 7. (Ιδ. Υπηρ.).— Την Τρίτην, 13ην Σεπτεμβρίου, συνέρχεται εις το ενταύθα μέγαρον του Συμβουλίου της Ευρώπης διάσκεψις των υπουργών παιδείας των χωρών μελών του οργανισμού. (742, 227, 902, 286)
ad-type: ΠΕΤΡΕΛΑΙΟΚΙΝΗΤΑ (794, 1893, 929, 1909)
small-headline: Η ΠΟΙΝΗ ΑΝΤΙΚΑΘΙΣΤΑ ΤΑ «ΣΤΑΡΦΑΪΤΕΡ» ΜΕ ΤΑ «ΦΑΝΤΟΜ» (420, 901, 555, 938)
article-column (1342, 221, 1531, 444)
article-text: ΑΚΡΩΤΗΡΙΟΝ ΚΕΝΝΕΝΤΥ, 7. (Ρόυτερ).— Η εκτόξευσις του δορυφόρου ανεβλήθη λόγω βλάβης. (1328, 1232, 1531, 1263)
article-text: ΝΕΑ ΥΟΡΚΗ, 7. (Ιδ. Υπηρ.).— Αι επιστημονικαί έρευναι απέδωσαν αποτελέσματα εις τον τομέα της γενετικής. (1328, 975, 1531, 1005)
article-column (1328, 618, 1531, 747)
article-text: ΝΕΑ ΥΟΡΚΗ, 7. (Ιδ. Υπηρ.).— Εις την τελευταίαν έκδοσιν του περιοδικού γίνεται λόγος περί της χρησιμοποιήσεως ζώων εις τας πολεμικάς επιχειρήσεις. (8, 2324, 198, 2365)
article-text: ΑΝΘΟΥΓΓΕΣ, 7. (Ημερ. Τύπος).— Ο γνωστός συγγραφεύς ανέρρωσε πλήρως. (913, 905, 1106, 926)
article-text: ΜΠΕΣΑΝΣΟΝ, Γαλλία, 7.— Ο Ισραηλινός μαέστρος κατέλαβε την πρώτην θέσιν εις τον διεθνή διαγωνισμόν. (409, 1161, 565, 1202)
article-text: ΒΑΤΙΚΑΝΟΝ, 7. (Ρόυτερ).— Ο Πάπας επέστρεψε με ελαφρόν πυρετόν. (913, 785, 1106, 807)
article-text: ΛΙΟΥ ΚΕΥΒΕΝ, Κουβέιτ, 7.— Ο πυγμάχος δήλωσεν ότι ο αγών είναι άσκοπος. (1342, 293, 1531, 314)
article-text: ΠΑΡΙΣΙΟΙ, 7. (Ιδ. υπηρ.).— Προφητική εκρήξις, απεκάλεσε ο Άντρέ Μαλρώ την νέαν άνθησιν των γραμμάτων και των τεχνών εις την Γαλλίαν. (742, 1243, 902, 1283)
column-rule (1112, 10, 1113, 2249)
article-text: ΒΕΛΙΓΡΑΔΙΟΝ, 7. (Ημερ. Τύπος).— Η Γιουγκοσλαβία διαπραγματεύεται δια την προμήθειαν μεγάλων ποσοτήτων νέων οπλών από την Σοβιετικήν Ένωσιν. (1118, 349, 1334, 380)
article-text: ΒΕΛΙΓΡΑΔΙΟΝ, 7. (Ημερ. Τύπος).— Η Γιουγκοσλαβία διαπραγματεύεται δια την προμήθειαν μεγάλων ποσοτήτων νέων οπλών από την Σοβιετικήν Ένωσιν. (1118, 286, 1334, 316)
article-text: ΝΕΑ ΥΟΡΚΗ, 7. (Ιδ. Υπηρ.).— Εις την τελευταίαν έκδοσιν του περιοδικού γίνεται λόγος περί της χρησιμοποιήσεως ζώων εις τας πολεμικάς επιχειρήσεις. (206, 2034, 396, 2074)
article-text: ΑΚΡΩΤΗΡΙΟΝ ΚΕΝΝΕΝΤΥ, 7. (Ρόυτερ).— Η εκτόξευσις του δορυφόρου ανεβλήθη λόγω βλάβης. (1328, 1264, 1531, 1294)
subhead: ΘΑ ΠΡΟΜΗΘΕΥΘΗ ΚΥΡΙΩΣ ΑΡΜΑΤΑ ΚΑΙ ΜΑΧΗΤΙΚΑ ΑΕΡΟΠΛΑΝΑ «ΜΙΓΚ» (1161, 169, 1488, 215)
article-text: ΠΕΡΘ, Αυστραλία, 7. (Ρόυτερ).— Ανεκλήθη η κατάσχεσις πλοίου του Κουβέιτ. (409, 1274, 565, 1304)
article-column (8, 1908, 198, 2408)
kicker: Η ΕΠΙΝΟΗΤΙΚΟΤΗΣ ΤΟΥ ΑΝΘΡΩΠΟΥ (70, 1683, 334, 1700)
small-headline: Η ΑΓΓΛΙΑ ΑΠΟΡΡΙΠΤΕΙ ΝΕΟΝ ΠΡΟΣΒΙΝ ΕΙΣ ΤΟ ΛΙΒΑΝΟΝ (413, 1016, 561, 1041)
ad-type: ΒΕΝΖΙΝΟΚΙΝΗΤΑ (803, 1910, 920, 1927)
article-column (1118, 941, 1321, 1101)
kicker: ΤΗΝ ΠΡΟΣΕΧΗ ΕΒΔΟΜΑΔΑ (640, 12, 838, 28)
article-text: ΠΑΡΙΣΙΟΙ, 7. (Ιδ. υπηρ.).— Προφητική εκρήξις, απεκάλεσε ο Άντρέ Μαλρώ την νέαν άνθησιν των γραμμάτων και των τεχνών εις την Γαλλίαν. (742, 1326, 902, 1366)
headline-wilson: Η κυβέρνησις Ούϊλσων πρό δυσχερειών λόγω τού οίκονομικού (1124, 476, 1526, 567)
article-text: ΑΜΜΑΝ, 7. (Ρόυτερ).— Αντιπροσωπεία της Ιορδανίας θα μεταβή εις την Γενεύην. (913, 576, 1106, 596)
article-text: ΠΕΙΡΑΙΕΥΣ, 7.— Υπό της υπηρεσίας ασφαλείας Πειραιώς συνελήφθη κατηγορούμενος δια πολλάς απάτας εις βάρος γυναικών τας οποίας υπέσχετο να νυμφευθή. Ο ανωτέρω κατώρθωσε να αποσπάση σημαντικά ποσά. (206, 1567, 396, 1617)
column-4 (913, 10, 1106, 949)
article-text: Ανακοινούται ότι εις την Θεσσαλονίκην λειτουργεί πλέον το Γενικόν Προξενείον της Δυτικής Γερμανίας. (409, 1458, 565, 1499)
article-text: ΠΑΡΙΣΙΟΙ, 7. (Ημερ. Τύπος).— Η γνωστή ηθοποιός αφίκετο εις το Παρίσι. (913, 856, 1106, 877)
article-text: Ο υφυπουργός του Καναδά θα επισκεφθή την Θεσσαλονίκην. (409, 1561, 565, 1582)
article-text: ΝΕΑ ΥΟΡΚΗ, 7. (Ιδ. Υπηρ.).— Εις την τελευταίαν έκδοσιν του περιοδικού γίνεται λόγος περί της χρησιμοποιήσεως ζώων εις τας πολεμικάς επιχειρήσεις. (206, 2075, 396, 2116)
article-text: ΝΕΑ ΥΟΡΚΗ, 7. (Ιδ. Υπηρ.).— Εις την τελευταίαν έκδοσιν του περιοδικού γίνεται λόγος περί της χρησιμοποιήσεως ζώων εις τας πολεμικάς επιχειρήσεις. (206, 2324, 396, 2365)
article-text: ΠΑΡΙΣΙΟΙ, 7. (Ιδ. υπηρ.).— Προφητική εκρήξις, απεκάλεσε ο Άντρέ Μαλρώ την νέαν άνθησιν των γραμμάτων και των τεχνών εις την Γαλλίαν. (577, 1118, 736, 1158)
article-text: ΟΥΑΣΙΓΚΤΩΝ, 7. (Ρόυτερ).— Συναντήσεις όπως της των πλειόνων επιστημόνων συνέβησαν εις την πρωτεύουσαν. Οι σεισμολόγοι διηρώτων διατί οι σεισμογράφοι κατέγραψαν δονήσεις αι οποίαι δεν ήσαν φυσικαί. (206, 276, 396, 336)
kicker: ΕΙΣ ΣΥΝΤΟΜΟΝ ΧΡΟΝΙΚΟΝ ΔΙΑΣΤΗΜΑ (1184, 35, 1465, 51)
small-headline: ΙΟΡΔΑΝΙΚΗ ΑΠΟΣΤΟΛΗ ΕΙΣ ΤΗΝ ΔΙΑΣΚΕΨΙΝ ΤΗΣ ΓΕΝΕΥΗΣ (928, 525, 1092, 550)
headline-adultery: ΕΓΚΩΜΙΟΝ ΤΗΣ... ΜΟΙΧΕΙΑΣ ΠΛΕΚΕΙ ΔΙΑΚΕΚΡΙΜΕΝΟΣ ΑΜΕΡΙΚΑΝΟΣ ΨΥΧΑΝΑΛΥΤΗΣ (629, 442, 850, 567)
article-text: ΗΝΩΜΕΝΑ ΕΘΝΗ, 7. (Ρόυτερ).— Ο γενικός γραμματεύς κατέβαλε προσπαθείας δια την απελευθέρωσιν. (1328, 1452, 1531, 1482)
article-text: ΑΘΗΝΑΙ, 7.— Δι' αποφάσεως του υπουργείου επεβλήθη πρόστιμον εις φαρμακοποιόν διότι απουσίαζεν αδικαιολογήτως από το φαρμακείον του. (409, 529, 565, 579)
article-text: ΑΛΓΕΡΙΟΝ, 7. (Ρόυτερ).— Αντιπροσωπεία Ρουμάνων τεχνικών θα επισκεφθή την Αλγερίαν δια την αξιοποίησιν των πετρελαίων. (409, 807, 565, 847)
article-text: ΝΕΑ ΥΟΡΚΗ, 7. (Ιδ. Υπηρ.).— Εις την τελευταίαν έκδοσιν του περιοδικού γίνεται λόγος περί της χρησιμοποιήσεως ζώων εις τας πολεμικάς επιχειρήσεις. (8, 2283, 198, 2323)
article-text: ΟΥΑΣΙΓΚΤΩΝ, 7. (Ρόυτερ).— Συναντήσεις όπως της των πλειόνων επιστημόνων συνέβησαν εις την πρωτεύουσαν. Οι σεισμολόγοι διηρώτων διατί οι σεισμογράφοι κατέγραψαν δονήσεις αι οποίαι δεν ήσαν φυσικαί. (206, 583, 396, 643)
small-headline: ΑΝΗΡΡΩΝΕΝ Ο κ. ΣΡΑΪΝΤΕΡ (937, 888, 1082, 901)
two-column-block (8, 1908, 396, 2408)
article-text: ΟΥΑΣΙΓΚΤΩΝ, 7. (Ρόυτερ).— Συναντήσεις όπως της των πλειόνων επιστημόνων συνέβησαν εις την πρωτεύουσαν. Οι σεισμολόγοι διηρώτων διατί οι σεισμογράφοι κατέγραψαν δονήσεις αι οποίαι δεν ήσαν φυσικαί. (8, 385, 198, 444)
headline-yugoslavia: Η Γιουγκοσλαβία άντικαθιστά τά παλαιά άμερικανικά όπλα μέ νέα ρωσσικής κατασκευής (1139, 54, 1510, 164)
small-headline: Ο ΚΑΛΛΙ ΘΕΩΡΕΙ ΑΣΚΟΠΟΝ ΤΟΝ ΑΓΩΝΑ ΤΩΝ ΝΕΓΡΩΝ ΚΑΤΑ ΤΩΝ ΛΕΥΚΩΝ (1352, 225, 1521, 262)
article-text: ΑΓΙΟΣ ΦΡΑΓΚΙΣΚΟΣ, 7. (Ασ. Πρές).— Δύο ελαφροί σεισμοί εσημειώθησαν χθες εις την περιοχήν του Αγίου Φραγκίσκου. (409, 211, 565, 251)
article-column (1118, 618, 1321, 747)
small-headline: ΕΒΡΑΙΟΣ ΜΑΕΣΤΡΟΣ ΕΠΡΩΤΕΥΣΕΝ ΕΙΣ ΔΙΕΘΝΕΣ ΦΕΣΤΙΒΑΛ (416, 1119, 558, 1157)
subhead: ΚΥΡΙΟΝ ΘΕΜΑ ΤΩΝ ΣΥΖΗΤΗΣΕΩΝ Η ΑΛΜΑΤΩΔΗΣ ΑΥΞΗΣΙΣ ΤΟΥ ΑΡΙΘΜΟΥ ΤΩΝ ΜΑΘΗΤΩΝ.— ΟΙ ΚΥΡΙΩΤΕΡΟΙ ΕΙΣΗΓΗΤΑΙ.— (577, 175, 902, 222)
article-text: ΒΕΛΙΓΡΑΔΙΟΝ, 7. (Ημερ. Τύπος).— Η Γιουγκοσλαβία διαπραγματεύεται δια την προμήθειαν μεγάλων ποσοτήτων νέων οπλών από την Σοβιετικήν Ένωσιν. (1118, 317, 1334, 348)
small-headline: Η ΑΝΝΑ ΑΝΤΕΡΣΟΝ ΕΙΣ ΤΟ ΠΑΡΙΣΙ (922, 818, 1098, 831)
article-text: ΝΕΑ ΥΟΡΚΗ, 7. (Ιδ. Υπηρ.).— Εις την τελευταίαν έκδοσιν του περιοδικού γίνεται λόγος περί της χρησιμοποιήσεως ζώων εις τας πολεμικάς επιχειρήσεις. (8, 1910, 198, 1949)
ad-copy (788, 1800, 932, 1839)
article-text: ΠΟΠΛΑΡ ΜΠΛΑΦ, Μιζούρι, 7. (Ρόυτερ).— Αποκαλυπτικός δικαστής απεφάσισε ότι ένας οδηγός ο οποίος ήτο κατά το ήμισυ μεθυσμένος θα πληρώση μόνον το ήμισυ του προστίμου. (409, 87, 565, 148)
article-text: ΛΟΝΔΙΝΟΝ, 7. (Ρόυτερ).— Η κυβέρνησις απέρριψε την αίτησιν του Λιβάνου. (409, 1078, 565, 1107)
article-text: ΠΡΟΥΣΑ, 7. (Ρόυτερ).— Ο βασιλεύς της Λιβύης ευρίσκεται εις θεραπείαν. (1342, 408, 1531, 428)
article-text: Πολλαί κατεγράφησαν διαμαρτυρίαι δια την αύξησιν του τέλους σταθμεύσεως. (913, 232, 1106, 252)
kicker: ΛΟΓΩ ΒΛΑΒΗΣ ΕΝΟΣ ΔΙΑΚΟΠΤΟΥ (1203, 1114, 1447, 1131)
article-text: ΠΕΙΡΑΙΕΥΣ, 7.— Υπό της υπηρεσίας ασφαλείας Πειραιώς συνελήφθη κατηγορούμενος δια πολλάς απάτας εις βάρος γυναικών τας οποίας υπέσχετο να νυμφευθή. Ο ανωτέρω κατώρθωσε να αποσπάση σημαντικά ποσά. (206, 1515, 396, 1566)
article-text: ΠΕΙΡΑΙΕΥΣ, 7.— Υπό της υπηρεσίας ασφαλείας Πειραιώς συνελήφθη κατηγορούμενος δια πολλάς απάτας εις βάρος γυναικών τας οποίας υπέσχετο να νυμφευθή. Ο ανωτέρω κατώρθωσε να αποσπάση σημαντικά ποσά. (8, 1155, 198, 1205)
article-text: ΗΝΩΜΕΝΑ ΕΘΝΗ, 7. (Ρόυτερ).— Ο γενικός γραμματεύς κατέβαλε προσπαθείας δια την απελευθέρωσιν. (1118, 1452, 1321, 1482)
article-text: ΟΥΑΣΙΓΚΤΩΝ, 7. (Ρόυτερ).— Μοιχείας εγκώμιον έπλεξεν Αμερικανός ψυχαναλυτής, ο οποίος εκφράζει την γνώμην ότι η εξωσυζυγική σχέσις ενισχύει τον γάμον. (742, 688, 902, 738)
article-column (206, 1908, 396, 2408)
article-text: ΠΕΙΡΑΙΕΥΣ, 7.— Υπό της υπηρεσίας ασφαλείας Πειραιώς συνελήφθη κατηγορούμενος δια πολλάς απάτας εις βάρος γυναικών τας οποίας υπέσχετο να νυμφευθή. Ο ανωτέρω κατώρθωσε να αποσπάση σημαντικά ποσά. (206, 1310, 396, 1360)
article-column (1118, 1231, 1321, 1328)
two-column-block (577, 635, 902, 843)
article-text: ΠΕΙΡΑΙΕΥΣ, 7.— Υπό της υπηρεσίας ασφαλείας Πειραιώς συνελήφθη κατηγορούμενος δια πολλάς απάτας εις βάρος γυναικών τας οποίας υπέσχετο να νυμφευθή. Ο ανωτέρω κατώρθωσε να αποσπάση σημαντικά ποσά. (8, 1618, 198, 1669)
article-text: ΠΑΡΙΣΙΟΙ, 7. (Ιδ. υπηρ.).— Προφητική εκρήξις, απεκάλεσε ο Άντρέ Μαλρώ την νέαν άνθησιν των γραμμάτων και των τεχνών εις την Γαλλίαν. (577, 1035, 736, 1076)
article-text: ΒΑΤΙΚΑΝΟΝ, 7. (Ρόυτερ).— Ο Πάπας επέστρεψε με ελαφρόν πυρετόν. (913, 764, 1106, 784)
article-text: ΠΑΡΙΣΙΟΙ, 7. (Ιδ. υπηρ.).— Προφητική εκρήξις, απεκάλεσε ο Άντρέ Μαλρώ την νέαν άνθησιν των γραμμάτων και των τεχνών εις την Γαλλίαν. (577, 1284, 736, 1325)
article-text: ΑΚΡΩΤΗΡΙΟΝ ΚΕΝΝΕΝΤΥ, 7. (Ρόυτερ).— Η εκτόξευσις του δορυφόρου ανεβλήθη λόγω βλάβης. (1118, 1264, 1321, 1294)
article-text: ΣΑΛΙΣΜΠΕΡΥ, 7. (Ρόυτερ).— Νέον νόμον υπέβαλεν η κυβέρνησις δια την επιβολήν της θανατικής ποινής. (577, 1428, 736, 1459)
subhead: ΦΟΡΕΙΣ ΕΠΙΔΗΜΙΚΩΝ ΝΟΣΩΝ ΚΑΙ ΕΚΡΗΚΤΙΚΩΝ ΟΥΣΙΩΝ (36, 1851, 368, 1902)
article-text: ΑΓΙΟΣ ΦΡΑΓΚΙΣΚΟΣ, 7. (Ασ. Πρές).— Δύο ελαφροί σεισμοί εσημειώθησαν χθες εις την περιοχήν του Αγίου Φραγκίσκου. (409, 252, 565, 292)
article-text: ΠΕΚΙΝΟΝ, 7. (Ρόυτερ).— Η Κίνα υπέβαλε διαμαρτυρίαν προς την Μογγολίαν. (913, 336, 1106, 357)
article-text: ΝΕΑ ΥΟΡΚΗ, 7. (Ιδ. Υπηρ.).— Εις την τελευταίαν έκδοσιν του περιοδικού γίνεται λόγος περί της χρησιμοποιήσεως ζώων εις τας πολεμικάς επιχειρήσεις. (206, 2367, 396, 2406)
article-text: ΛΙΟΥ ΚΕΥΒΕΝ, Κουβέιτ, 7.— Ο πυγμάχος δήλωσεν ότι ο αγών είναι άσκοπος. (1342, 315, 1531, 335)
article-text: ΝΕΑ ΥΟΡΚΗ, 7. (Ιδ. Υπηρ.).— Αι επιστημονικαί έρευναι απέδωσαν αποτελέσματα εις τον τομέα της γενετικής. (1328, 1038, 1531, 1068)
article-text: ΛΟΝΔΙΝΟΝ, 7. (Ασ. Πρές).— Το κατακόρυφον της κρίσεως δια την κυβέρνησιν του Εργατικού Κόμματος. (1328, 620, 1531, 650)
two-column-block (1118, 618, 1531, 747)
article-text: ΛΟΝΔΙΝΟΝ, 7. (Ασ. Πρές).— Το κατακόρυφον της κρίσεως δια την κυβέρνησιν του Εργατικού Κόμματος. (1328, 683, 1531, 713)
article-text: ΑΜΜΑΝ, 7. (Ρόυτερ).— Αντιπροσωπεία της Ιορδανίας θα μεταβή εις την Γενεύην. (913, 598, 1106, 618)
article-text: ΠΕΙΡΑΙΕΥΣ, 7.— Υπό της υπηρεσίας ασφαλείας Πειραιώς συνελήφθη κατηγορούμενος δια πολλάς απάτας εις βάρος γυναικών τας οποίας υπέσχετο να νυμφευθή. Ο ανωτέρω κατώρθωσε να αποσπάση σημαντικά ποσά. (206, 1618, 396, 1669)
small-headline: ΗΡΘΗ Η ΚΑΤΑΧΕΣΙΣ ΠΛΟΙΟΥ ΤΟΥ ΚΟΥΒΕΪΤ (414, 1213, 560, 1238)
article-text: ΠΕΙΡΑΙΕΥΣ, 7.— Υπό της υπηρεσίας ασφαλείας Πειραιώς συνελήφθη κατηγορούμενος δια πολλάς απάτας εις βάρος γυναικών τας οποίας υπέσχετο να νυμφευθή. Ο ανωτέρω κατώρθωσε να αποσπάση σημαντικά ποσά. (8, 1105, 198, 1154)
article-column (742, 635, 902, 843)
article-column (577, 1034, 736, 1369)
article-text: ΟΥΑΣΙΓΚΤΩΝ, 7. (Ρόυτερ).— Συναντήσεις όπως της των πλειόνων επιστημόνων συνέβησαν εις την πρωτεύουσαν. Οι σεισμολόγοι διηρώτων διατί οι σεισμογράφοι κατέγραψαν δονήσεις αι οποίαι δεν ήσαν φυσικαί. (206, 522, 396, 582)
article-text: ΠΕΙΡΑΙΕΥΣ, 7.— Υπό της υπηρεσίας ασφαλείας Πειραιώς συνελήφθη κατηγορούμενος δια πολλάς απάτας εις βάρος γυναικών τας οποίας υπέσχετο να νυμφευθή. Ο ανωτέρω κατώρθωσε να αποσπάση σημαντικά ποσά. (8, 1361, 198, 1411)
article-text: ΗΝΩΜΕΝΑ ΕΘΝΗ, 7. (Ρόυτερ).— Ο γενικός γραμματεύς κατέβαλε προσπαθείας δια την απελευθέρωσιν. (1118, 1420, 1321, 1451)
column-1 (8, 10, 396, 2408)
article-text: ΣΤΡΑΣΒΟΥΡΓΟΝ, 7. (Ιδ. Υπηρ.).— Την Τρίτην, 13ην Σεπτεμβρίου, συνέρχεται εις το ενταύθα μέγαρον του Συμβουλίου της Ευρώπης διάσκεψις των υπουργών παιδείας των χωρών μελών του οργανισμού. (742, 287, 902, 348)
small-headline: Ο ΒΕΛΓΟΣ ΥΠΟΥΡΓΟΣ ΕΞΩΤΕΡΙΚΩΝ ΕΙΣ ΒΕΛΙΓΡΑΔΙΟΝ (916, 390, 1104, 415)
article-text: ΟΥΑΣΙΓΚΤΩΝ, 7. (Ρόυτερ).— Μοιχείας εγκώμιον έπλεξεν Αμερικανός ψυχαναλυτής, ο οποίος εκφράζει την γνώμην ότι η εξωσυζυγική σχέσις ενισχύει τον γάμον. (577, 739, 736, 789)
article-text: ΛΟΝΔΙΝΟΝ, 7. (Ασ. Πρές).— Το κατακόρυφον της κρίσεως δια την κυβέρνησιν του Εργατικού Κόμματος. (1328, 714, 1531, 745)
article-text: ΒΕΛΙΓΡΑΔΙΟΝ, 7. (Ημερ. Τύπος).— Η Γιουγκοσλαβία διαπραγματεύεται δια την προμήθειαν μεγάλων ποσοτήτων νέων οπλών από την Σοβιετικήν Ένωσιν. (1118, 412, 1334, 443)
article-text: ΠΕΙΡΑΙΕΥΣ, 7.— Υπό της υπηρεσίας ασφαλείας Πειραιώς συνελήφθη κατηγορούμενος δια πολλάς απάτας εις βάρος γυναικών τας οποίας υπέσχετο να νυμφευθή. Ο ανωτέρω κατώρθωσε να αποσπάση σημαντικά ποσά. (8, 1515, 198, 1566)
article-text: ΑΛΓΕΡΙΟΝ, 7. (Ρόυτερ).— Ο ηγέτης αφίκετο χθες εις την Αλγερίαν. (913, 703, 1106, 723)
article-text: ΝΕΑ ΥΟΡΚΗ, 7. (Ιδ. Υπηρ.).— Αι επιστημονικαί έρευναι απέδωσαν αποτελέσματα εις τον τομέα της γενετικής. (1118, 975, 1321, 1005)
article-text: ΟΥΑΣΙΓΚΤΩΝ, 7. (Ρόυτερ).— Συναντήσεις όπως της των πλειόνων επιστημόνων συνέβησαν εις την πρωτεύουσαν. Οι σεισμολόγοι διηρώτων διατί οι σεισμογράφοι κατέγραψαν δονήσεις αι οποίαι δεν ήσαν φυσικαί. (206, 706, 396, 765)
article-text: ΑΚΡΩΤΗΡΙΟΝ ΚΕΝΝΕΝΤΥ, 7. (Ρόυτερ).— Η εκτόξευσις του δορυφόρου ανεβλήθη λόγω βλάβης. (1118, 1296, 1321, 1326)
article-text: ΑΛΓΕΡΙΟΝ, 7. (Ρόυτερ).— Ο ηγέτης αφίκετο χθες εις την Αλγερίαν. (913, 659, 1106, 680)
article-column (1328, 941, 1531, 1101)
small-headline: Ο ΡΑΣΚ ΘΑ ΔΩΣΗ ΣΥΝΕΝΤΕΥΞΙΝ ΤΥΠΟΥ (431, 1316, 544, 1342)
article-text: ΝΕΑ ΥΟΡΚΗ, 7. (Ιδ. Υπηρ.).— Εις την τελευταίαν έκδοσιν του περιοδικού γίνεται λόγος περί της χρησιμοποιήσεως ζώων εις τας πολεμικάς επιχειρήσεις. (8, 2367, 198, 2406)
small-headline: ΚΑΝΑΔΟΣ ΥΦΥΠΟΥΡΓΟΣ ΕΙΣ ΤΗΝ ΘΕΣΣΑΛΟΝΙΚΗΝ (413, 1510, 561, 1536)
article-text: ΤΖΑΚΑΡΤΑ, 7. (Ρόυτερ).— Διαδόσεως έτυχεν η πληροφορία ότι αι αεροσυνοδοί των ινδονησιακών αεροπορικών εταιρειών είναι πολύ ντροπαλαί. (409, 361, 565, 411)
article-text: ΝΕΑ ΥΟΡΚΗ, 7. (Ιδ. Υπηρ.).— Εις την τελευταίαν έκδοσιν του περιοδικού γίνεται λόγος περί της χρησιμοποιήσεως ζώων εις τας πολεμικάς επιχειρήσεις. (8, 1993, 198, 2033)
article-text: ΝΕΑ ΥΟΡΚΗ, 7. (Ιδ. Υπηρ.).— Εις την τελευταίαν έκδοσιν του περιοδικού γίνεται λόγος περί της χρησιμοποιήσεως ζώων εις τας πολεμικάς επιχειρήσεις. (8, 1951, 198, 1992)
article-text: ΝΑΥΠΛΙΟΝ, 7.— Ο Κων. Π. συνελήφθη διότι ενάρκωσε το μουλάρι του γείτονός του δια να το πωλήση εις την αγοράν. (409, 684, 565, 725)
subhead: ΤΡΕΙΣ ΚΙΝΕΖΟΙ ΚΟΜΜΟΥΝΙΣΤΑΙ ΕΦΟΝΕΥΘΗΣΑΝ ΕΙΣ ΤΑ ΣΥΝΟΡΑ ΜΑΛΑΙΣΙΑΣ ΚΑΙ ΙΝΔΟΝΗΣΙΑΣ (583, 1504, 896, 1534)
small-headline: ΕΝΑΡΚΩΣΕ ΔΙΑ ΝΑ ΤΟ ΠΩΛΗΣΗ ΤΟ ΑΠΟΘΟΥ ΜΟΥΛΑΡΙ ΤΟΥ (430, 642, 545, 681)
article-text: ΑΚΡΩΤΗΡΙΟΝ ΚΕΝΝΕΝΤΥ, 7. (Ρόυτερ).— Η εκτόξευσις του δορυφόρου ανεβλήθη λόγω βλάβης. (1328, 1296, 1531, 1326)
article-text: ΣΤΡΑΣΒΟΥΡΓΟΝ, 7. (Ιδ. Υπηρ.).— Την Τρίτην, 13ην Σεπτεμβρίου, συνέρχεται εις το ενταύθα μέγαρον του Συμβουλίου της Ευρώπης διάσκεψις των υπουργών παιδείας των χωρών μελών του οργανισμού. (577, 227, 736, 286)
